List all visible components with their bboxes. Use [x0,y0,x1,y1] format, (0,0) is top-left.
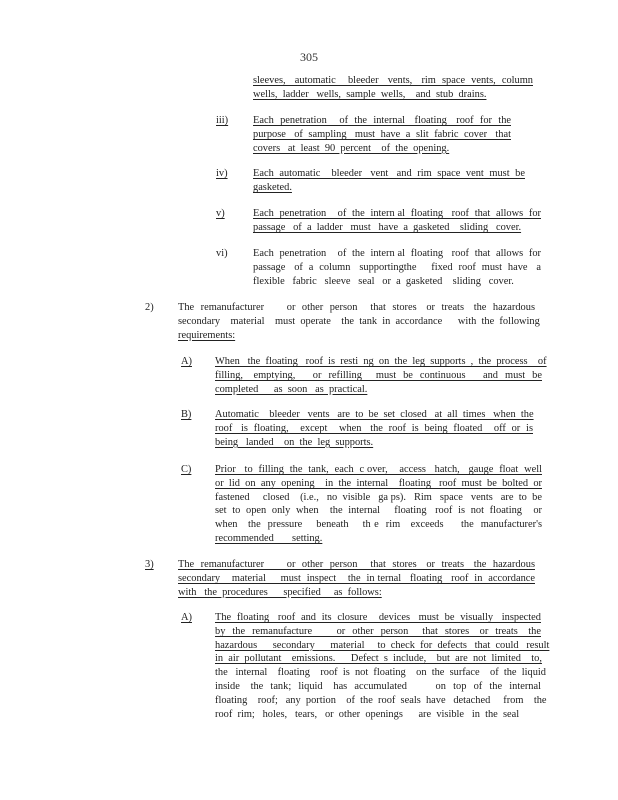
item-iii-text [253,114,511,155]
page-number: 305 [300,50,318,64]
text-line: or lid on any opening in the internal floating roof must be bolted or [215,477,542,489]
text-line: roof rim; holes, tears, or other openings are visible in the seal [215,708,520,720]
text-line: The floating roof and its closure devices must be visually inspected [215,612,541,623]
text-line: when the pressure beneath th e rim exceeds the manufacturer's [215,519,542,531]
text-line: Each penetration of the intern al floating roof that allows for [253,248,541,259]
subparagraph-label: A) [181,612,192,623]
text-line: passage of a column supportingthe fixed roof must have a [253,261,541,273]
subparagraph-label: A) [181,356,192,367]
text-line: set to open only when the internal floating roof is not floating or [215,505,542,517]
text-line: Prior to filling the tank, each c over, access hatch, gauge float well [215,464,542,475]
subparagraph-label: C) [181,464,192,475]
item-label: iv) [216,168,228,179]
paragraph-3-text [178,558,535,599]
text-line: Each automatic bleeder vent and rim space vent must be [253,168,525,179]
text-line: recommended setting. [215,532,323,544]
paragraph-label: 3) [145,559,154,570]
text-line: When the floating roof is resti ng on the leg supports , the process of [215,356,547,367]
subparagraph-label: B) [181,409,192,420]
text-line: floating roof; any portion of the roof seals have detached from the [215,694,547,706]
text-line: the internal floating roof is not floating on the surface of the liquid [215,667,546,679]
paragraph-3a-text [215,611,550,721]
item-iv-text [253,167,525,195]
text-line: flexible fabric sleeve seal or a gasketed sliding cover. [253,275,514,287]
item-label: vi) [216,248,228,259]
text-line: secondary material must operate the tank in accordance with the following [178,315,540,327]
text-line: wells, ladder wells, sample wells, and stub drains. [253,88,487,100]
text-line: covers at least 90 percent of the opening. [253,142,450,154]
text-line: requirements: [178,329,236,341]
text-line: roof is floating, except when the roof is being floated off or is [215,422,533,434]
item-vi-text [253,247,541,288]
item-v-text [253,207,541,235]
text-line: secondary material must inspect the in ternal floating roof in accordance [178,572,535,584]
text-line: The remanufacturer or other person that stores or treats the hazardous [178,302,535,313]
text-line: inside the tank; liquid has accumulated on top of the internal [215,680,541,692]
text-line: by the remanufacture or other person that stores or treats the [215,625,541,637]
paragraph-2a-text [215,355,547,396]
paragraph-label: 2) [145,302,154,313]
text-line: passage of a ladder must have a gasketed sliding cover. [253,221,522,233]
text-line: purpose of sampling must have a slit fabric cover that [253,128,511,140]
text-line: hazardous secondary material to check for defects that could result [215,639,550,651]
text-line: in air pollutant emissions. Defect s include, but are not limited to, [215,653,542,665]
paragraph-2c-text [215,463,542,546]
text-line: gasketed. [253,181,292,193]
text-line: Each penetration of the internal floating roof for the [253,115,511,126]
text-line: filling, emptying, or refilling must be continuous and must be [215,369,542,381]
item-label: v) [216,208,225,219]
text-line: Automatic bleeder vents are to be set closed at all times when the [215,409,534,420]
continued-text [253,74,533,102]
text-line: sleeves, automatic bleeder vents, rim space vents, column [253,75,533,86]
text-line: completed as soon as practical. [215,383,368,395]
text-line: being landed on the leg supports. [215,436,374,448]
item-label: iii) [216,115,229,126]
text-line: The remanufacturer or other person that stores or treats the hazardous [178,559,535,570]
paragraph-2-text [178,301,540,342]
text-line: with the procedures specified as follows: [178,586,382,598]
text-line: Each penetration of the intern al floating roof that allows for [253,208,541,219]
text-line: fastened closed (i.e., no visible ga ps). Rim space vents are to be [215,491,542,503]
paragraph-2b-text [215,408,533,449]
